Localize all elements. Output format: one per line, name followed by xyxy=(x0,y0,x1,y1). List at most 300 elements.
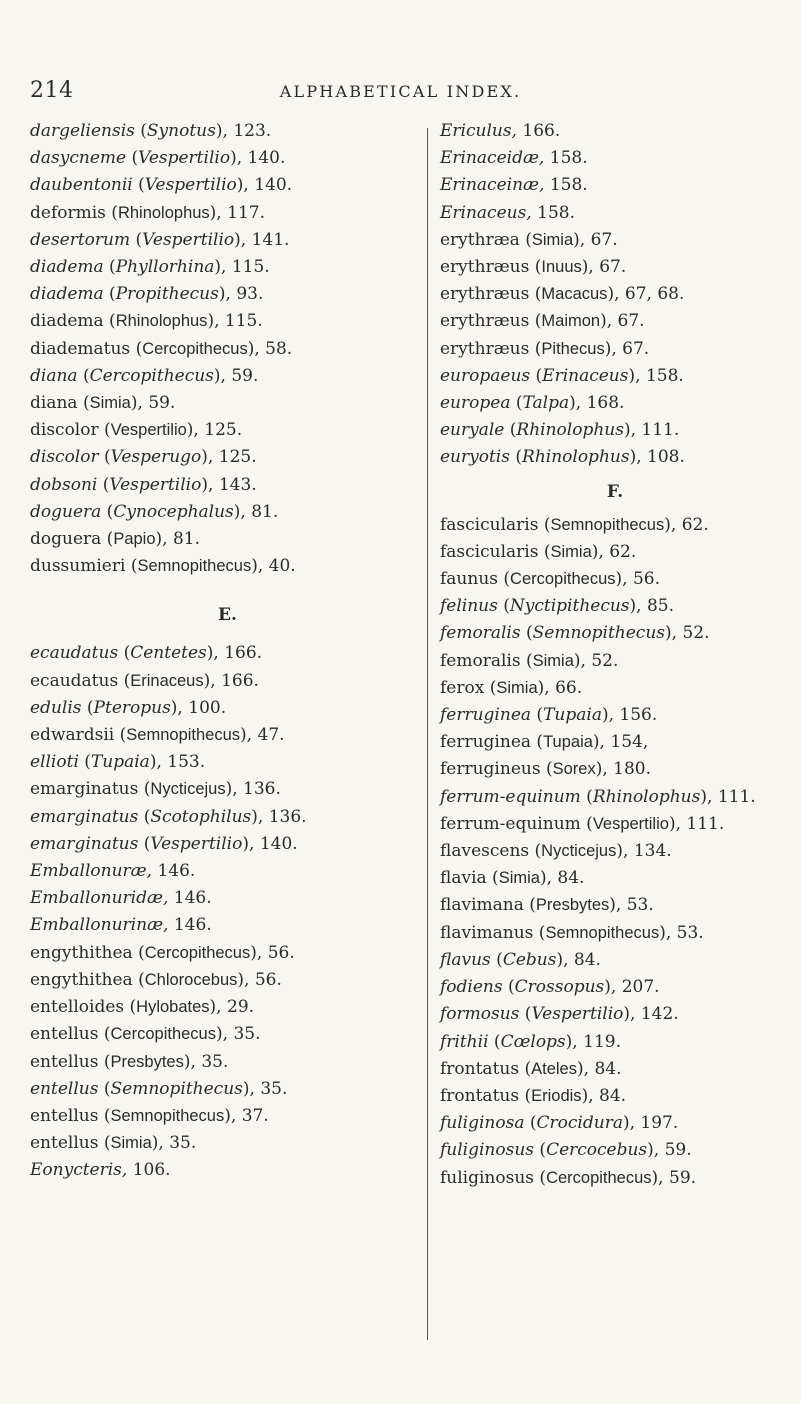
genus-name: Simia xyxy=(496,678,538,697)
species-name: flavia xyxy=(440,868,487,889)
page-reference: 111. xyxy=(717,786,756,807)
index-entry: flavia (Simia), 84. xyxy=(440,868,585,889)
species-name: flavus xyxy=(440,949,491,970)
page-reference: 146. xyxy=(157,861,196,882)
genus-name: Pithecus xyxy=(541,339,605,358)
species-name: engythithea xyxy=(30,969,133,990)
page-reference: 158. xyxy=(549,175,588,196)
page-reference: 85. xyxy=(646,596,675,617)
index-entry: frithii (Cœlops), 119. xyxy=(440,1031,621,1052)
index-entry: engythithea (Chlorocebus), 56. xyxy=(30,969,282,990)
genus-name: Scotophilus xyxy=(150,806,252,827)
species-name: fuliginosus xyxy=(440,1167,535,1188)
page-reference: 166. xyxy=(522,121,561,141)
species-name: europea xyxy=(440,393,511,414)
index-entry: flavimana (Presbytes), 53. xyxy=(440,895,654,916)
species-name: erythræus xyxy=(440,338,530,359)
page-reference: 35. xyxy=(260,1078,288,1099)
index-entry: europaeus (Erinaceus), 158. xyxy=(440,365,684,386)
page-reference: 35. xyxy=(169,1133,197,1154)
genus-name: Cercopithecus xyxy=(144,943,251,962)
species-name: discolor xyxy=(30,420,99,441)
species-name: dargeliensis xyxy=(30,121,135,141)
genus-name: Rhinolophus xyxy=(516,420,624,441)
species-name: dussumieri xyxy=(30,556,126,577)
species-name: ellioti xyxy=(30,752,79,773)
section-letter: F. xyxy=(606,481,624,502)
genus-name: Vespertilio xyxy=(110,421,187,440)
page-reference: 62. xyxy=(609,541,637,562)
index-column-right xyxy=(440,118,790,1192)
page-reference: 134. xyxy=(633,841,672,862)
page-reference: 52. xyxy=(682,623,710,644)
index-entry: dargeliensis (Synotus), 123. xyxy=(30,121,272,141)
page-reference: 53. xyxy=(676,922,704,943)
index-entry: desertorum (Vespertilio), 141. xyxy=(30,229,290,250)
species-name: ferox xyxy=(440,677,485,698)
index-entry: edwardsii (Semnopithecus), 47. xyxy=(30,725,285,746)
genus-name: Cercocebus xyxy=(546,1140,648,1161)
genus-name: Cercopithecus xyxy=(546,1168,652,1187)
page-reference: 140. xyxy=(247,148,286,169)
genus-name: Cynocephalus xyxy=(113,501,234,522)
index-entry: diana (Cercopithecus), 59. xyxy=(30,365,259,386)
species-name: frithii xyxy=(440,1031,489,1052)
genus-name: Semnopithecus xyxy=(110,1078,243,1099)
species-name: edwardsii xyxy=(30,725,115,746)
genus-name: Synotus xyxy=(146,121,216,141)
index-entry: doguera (Cynocephalus), 81. xyxy=(30,501,279,522)
page-reference: 56. xyxy=(254,969,282,990)
page-reference: 115. xyxy=(231,257,270,278)
species-name: engythithea xyxy=(30,942,133,963)
genus-name: Simia xyxy=(550,542,592,561)
species-name: fascicularis xyxy=(440,514,539,535)
index-entry: engythithea (Cercopithecus), 56. xyxy=(30,942,295,963)
genus-name: Tupaia xyxy=(543,705,602,726)
genus-name: Nyctipithecus xyxy=(509,596,630,617)
species-name: frontatus xyxy=(440,1058,520,1079)
species-name: erythræus xyxy=(440,257,530,278)
genus-name: Semnopithecus xyxy=(532,623,665,644)
genus-name: Vespertilio xyxy=(138,148,231,169)
species-name: Erinaceidæ, xyxy=(440,148,545,169)
species-name: erythræus xyxy=(440,311,530,332)
genus-name: Cercopithecus xyxy=(89,365,214,386)
index-entry: flavimanus (Semnopithecus), 53. xyxy=(440,922,704,943)
page-reference: 111. xyxy=(641,420,680,441)
species-name: entelloides xyxy=(30,997,125,1018)
index-entry: ferrugineus (Sorex), 180. xyxy=(440,759,652,780)
species-name: Emballonuræ, xyxy=(30,861,153,882)
genus-name: Cebus xyxy=(502,949,557,970)
page-number: 214 xyxy=(30,78,74,103)
species-name: ferrum-equinum xyxy=(440,786,581,807)
page-reference: 158. xyxy=(645,365,684,386)
genus-name: Nycticejus xyxy=(541,842,617,861)
species-name: deformis xyxy=(30,202,106,223)
page-reference: 67, 68. xyxy=(624,284,685,305)
page-reference: 37. xyxy=(241,1105,269,1126)
genus-name: Presbytes xyxy=(110,1052,184,1071)
page-reference: 59. xyxy=(148,393,176,414)
genus-name: Erinaceus xyxy=(130,671,204,690)
index-entry: diadematus (Cercopithecus), 58. xyxy=(30,338,293,359)
index-entry: erythræus (Macacus), 67, 68. xyxy=(440,284,685,305)
page-reference: 84. xyxy=(557,868,585,889)
index-entry: ferruginea (Tupaia), 156. xyxy=(440,705,658,726)
index-entry: diadema (Propithecus), 93. xyxy=(30,284,264,305)
species-name: faunus xyxy=(440,569,498,590)
page-reference: 111. xyxy=(686,813,725,834)
index-column-left xyxy=(30,118,425,1185)
genus-name: Cercopithecus xyxy=(142,339,248,358)
genus-name: Rhinolophus xyxy=(592,786,701,807)
index-entry: dasycneme (Vespertilio), 140. xyxy=(30,148,286,169)
genus-name: Propithecus xyxy=(115,284,219,305)
page-reference: 81. xyxy=(251,501,279,522)
index-entry: entelloides (Hylobates), 29. xyxy=(30,997,255,1018)
page-reference: 180. xyxy=(613,759,652,780)
index-entry: erythræus (Maimon), 67. xyxy=(440,311,645,332)
index-entry: discolor (Vesperugo), 125. xyxy=(30,447,257,468)
page-reference: 62. xyxy=(681,514,709,535)
genus-name: Cercopithecus xyxy=(110,1025,216,1044)
page-reference: 123. xyxy=(233,121,272,141)
genus-name: Maimon xyxy=(541,312,601,331)
species-name: erythræus xyxy=(440,284,530,305)
page-reference: 84. xyxy=(599,1085,627,1106)
species-name: entellus xyxy=(30,1051,99,1072)
page-reference: 35. xyxy=(233,1024,261,1045)
page-reference: 158. xyxy=(549,148,588,169)
index-entry: emarginatus (Nycticejus), 136. xyxy=(30,779,281,800)
genus-name: Vespertilio xyxy=(142,229,235,250)
index-entry: entellus (Semnopithecus), 37. xyxy=(30,1105,269,1126)
page-reference: 117. xyxy=(227,202,265,223)
page-reference: 143. xyxy=(218,474,257,495)
species-name: diadema xyxy=(30,311,104,332)
page-reference: 136. xyxy=(268,806,307,827)
genus-name: Semnopithecus xyxy=(126,726,241,745)
genus-name: Vespertilio xyxy=(109,474,202,495)
index-entry xyxy=(440,172,790,199)
index-entry: dussumieri (Semnopithecus), 40. xyxy=(30,556,296,577)
index-entry: ecaudatus (Centetes), 166. xyxy=(30,643,263,664)
page-reference: 156. xyxy=(619,705,658,726)
index-entry: flavus (Cebus), 84. xyxy=(440,949,601,970)
genus-name: Vespertilio xyxy=(150,833,243,854)
index-entry: emarginatus (Scotophilus), 136. xyxy=(30,806,307,827)
index-entry: ferruginea (Tupaia), 154, xyxy=(440,732,649,753)
page-reference: 40. xyxy=(268,556,296,577)
index-entry: fascicularis (Simia), 62. xyxy=(440,541,637,562)
genus-name: Simia xyxy=(110,1134,152,1153)
species-name: doguera xyxy=(30,501,102,522)
genus-name: Crossopus xyxy=(514,977,605,998)
index-entry xyxy=(30,912,425,939)
index-entry: doguera (Papio), 81. xyxy=(30,529,201,550)
page-reference: 47. xyxy=(257,725,285,746)
page-reference: 67. xyxy=(617,311,645,332)
index-entry: ferrum-equinum (Vespertilio), 111. xyxy=(440,813,725,834)
species-name: euryotis xyxy=(440,447,510,468)
species-name: Emballonurinæ, xyxy=(30,915,169,936)
page-reference: 67. xyxy=(590,229,618,250)
index-entry: diadema (Rhinolophus), 115. xyxy=(30,311,263,332)
genus-name: Phyllorhina xyxy=(115,257,215,278)
index-entry: flavescens (Nycticejus), 134. xyxy=(440,841,672,862)
page-reference: 66. xyxy=(555,677,583,698)
index-entry: daubentonii (Vespertilio), 140. xyxy=(30,175,293,196)
index-entry: erythræa (Simia), 67. xyxy=(440,229,618,250)
genus-name: Macacus xyxy=(541,285,608,304)
species-name: fascicularis xyxy=(440,541,539,562)
genus-name: Talpa xyxy=(522,393,570,414)
page-reference: 93. xyxy=(236,284,264,305)
species-name: fodiens xyxy=(440,977,503,998)
species-name: frontatus xyxy=(440,1085,520,1106)
species-name: ecaudatus xyxy=(30,670,119,691)
genus-name: Simia xyxy=(498,869,540,888)
page-reference: 141. xyxy=(251,229,290,250)
species-name: felinus xyxy=(440,596,498,617)
page-reference: 166. xyxy=(221,670,259,691)
genus-name: Tupaia xyxy=(543,733,593,752)
index-entry: ecaudatus (Erinaceus), 166. xyxy=(30,670,259,691)
index-entry: femoralis (Simia), 52. xyxy=(440,650,619,671)
species-name: discolor xyxy=(30,447,99,468)
index-entry: frontatus (Eriodis), 84. xyxy=(440,1085,627,1106)
species-name: entellus xyxy=(30,1133,99,1154)
species-name: femoralis xyxy=(440,623,521,644)
index-entry: erythræus (Inuus), 67. xyxy=(440,257,627,278)
genus-name: Rhinolophus xyxy=(522,447,630,468)
index-entry: deformis (Rhinolophus), 117. xyxy=(30,202,265,223)
species-name: daubentonii xyxy=(30,175,133,196)
section-letter: E. xyxy=(218,605,237,626)
species-name: femoralis xyxy=(440,650,521,671)
species-name: flavescens xyxy=(440,841,530,862)
genus-name: Crocidura xyxy=(536,1113,623,1134)
page-reference: 115. xyxy=(224,311,263,332)
index-entry: euryale (Rhinolophus), 111. xyxy=(440,420,680,441)
page-reference: 158. xyxy=(537,202,575,223)
page-reference: 140. xyxy=(259,833,298,854)
page-reference: 35. xyxy=(201,1051,229,1072)
index-entry xyxy=(30,858,425,885)
genus-name: Simia xyxy=(89,394,131,413)
species-name: Ericulus, xyxy=(440,121,517,141)
column-divider xyxy=(427,128,428,1340)
genus-name: Rhinolophus xyxy=(115,312,208,331)
index-entry: ferrum-equinum (Rhinolophus), 111. xyxy=(440,786,756,807)
species-name: doguera xyxy=(30,529,102,550)
species-name: fuliginosa xyxy=(440,1113,525,1134)
index-entry: europea (Talpa), 168. xyxy=(440,393,625,414)
species-name: dobsoni xyxy=(30,474,98,495)
species-name: diadematus xyxy=(30,338,131,359)
page-reference: 108. xyxy=(647,447,685,468)
index-entry: fuliginosa (Crocidura), 197. xyxy=(440,1113,679,1134)
species-name: flavimanus xyxy=(440,922,534,943)
page-reference: 59. xyxy=(664,1140,692,1161)
species-name: ferrugineus xyxy=(440,759,541,780)
genus-name: Semnopithecus xyxy=(110,1106,225,1125)
species-name: erythræa xyxy=(440,229,520,250)
species-name: formosus xyxy=(440,1004,520,1025)
page-reference: 140. xyxy=(254,175,293,196)
index-entry xyxy=(440,118,790,145)
page-reference: 84. xyxy=(573,949,601,970)
page-reference: 56. xyxy=(632,569,661,590)
species-name: fuliginosus xyxy=(440,1140,535,1161)
genus-name: Vespertilio xyxy=(592,814,669,833)
species-name: Erinaceus, xyxy=(440,202,532,223)
index-entry: entellus (Cercopithecus), 35. xyxy=(30,1024,261,1045)
index-entry xyxy=(440,145,790,172)
species-name: emarginatus xyxy=(30,833,139,854)
genus-name: Nycticejus xyxy=(150,780,226,799)
species-name: dasycneme xyxy=(30,148,127,169)
index-entry: fuliginosus (Cercocebus), 59. xyxy=(440,1140,692,1161)
page-reference: 146. xyxy=(173,915,212,936)
page-reference: 154, xyxy=(610,732,649,753)
page-reference: 53. xyxy=(626,895,654,916)
species-name: flavimana xyxy=(440,895,524,916)
page-reference: 84. xyxy=(594,1058,622,1079)
genus-name: Eriodis xyxy=(531,1086,582,1105)
genus-name: Ateles xyxy=(531,1059,577,1078)
index-entry: edulis (Pteropus), 100. xyxy=(30,697,227,718)
species-name: Eonycteris, xyxy=(30,1160,128,1181)
species-name: emarginatus xyxy=(30,779,139,800)
page-reference: 67. xyxy=(622,338,650,359)
page-reference: 207. xyxy=(621,977,660,998)
page-reference: 153. xyxy=(167,752,206,773)
index-entry: fuliginosus (Cercopithecus), 59. xyxy=(440,1167,697,1188)
genus-name: Semnopithecus xyxy=(545,923,660,942)
species-name: diadema xyxy=(30,257,104,278)
page-reference: 56. xyxy=(267,942,295,963)
genus-name: Inuus xyxy=(541,258,582,277)
species-name: Emballonuridæ, xyxy=(30,888,169,909)
genus-name: Hylobates xyxy=(136,998,210,1017)
species-name: ferruginea xyxy=(440,705,532,726)
species-name: Erinaceinæ, xyxy=(440,175,545,196)
species-name: ecaudatus xyxy=(30,643,119,664)
genus-name: Cercopithecus xyxy=(510,570,616,589)
index-entry xyxy=(30,1157,425,1184)
page-reference: 168. xyxy=(586,393,625,414)
index-entry: entellus (Presbytes), 35. xyxy=(30,1051,229,1072)
index-entry: diadema (Phyllorhina), 115. xyxy=(30,257,270,278)
species-name: edulis xyxy=(30,697,82,718)
species-name: euryale xyxy=(440,420,505,441)
genus-name: Chlorocebus xyxy=(144,970,238,989)
genus-name: Pteropus xyxy=(93,697,171,718)
species-name: diana xyxy=(30,393,78,414)
genus-name: Simia xyxy=(531,230,574,249)
genus-name: Papio xyxy=(113,530,156,549)
index-entry: fodiens (Crossopus), 207. xyxy=(440,977,660,998)
index-entry: diana (Simia), 59. xyxy=(30,393,176,414)
genus-name: Centetes xyxy=(130,643,207,664)
page-reference: 125. xyxy=(204,420,243,441)
species-name: emarginatus xyxy=(30,806,139,827)
genus-name: Simia xyxy=(532,651,574,670)
page-reference: 119. xyxy=(583,1031,621,1052)
page-reference: 29. xyxy=(227,997,255,1018)
running-title: ALPHABETICAL INDEX. xyxy=(279,82,522,101)
page-reference: 136. xyxy=(243,779,281,800)
page-reference: 81. xyxy=(172,529,201,550)
genus-name: Sorex xyxy=(552,760,596,779)
index-entry: dobsoni (Vespertilio), 143. xyxy=(30,474,257,495)
species-name: entellus xyxy=(30,1024,99,1045)
page-reference: 59. xyxy=(669,1167,697,1188)
page-reference: 166. xyxy=(224,643,263,664)
species-name: desertorum xyxy=(30,229,131,250)
index-entry: ellioti (Tupaia), 153. xyxy=(30,752,206,773)
species-name: diadema xyxy=(30,284,104,305)
species-name: entellus xyxy=(30,1078,99,1099)
index-entry: felinus (Nyctipithecus), 85. xyxy=(440,596,675,617)
genus-name: Semnopithecus xyxy=(137,557,252,576)
genus-name: Tupaia xyxy=(90,752,150,773)
species-name: ferrum-equinum xyxy=(440,813,581,834)
page-reference: 125. xyxy=(218,447,257,468)
index-entry: faunus (Cercopithecus), 56. xyxy=(440,569,661,590)
page-reference: 59. xyxy=(231,365,259,386)
species-name: diana xyxy=(30,365,78,386)
page-header xyxy=(0,68,801,108)
index-entry: emarginatus (Vespertilio), 140. xyxy=(30,833,298,854)
index-entry xyxy=(440,200,790,227)
page-reference: 142. xyxy=(640,1004,679,1025)
index-entry: femoralis (Semnopithecus), 52. xyxy=(440,623,710,644)
index-entry: erythræus (Pithecus), 67. xyxy=(440,338,650,359)
index-entry xyxy=(30,885,425,912)
genus-name: Cœlops xyxy=(500,1031,566,1052)
species-name: entellus xyxy=(30,1105,99,1126)
index-entry: formosus (Vespertilio), 142. xyxy=(440,1004,679,1025)
genus-name: Vespertilio xyxy=(531,1004,624,1025)
page-reference: 100. xyxy=(188,697,227,718)
genus-name: Vesperugo xyxy=(110,447,202,468)
species-name: europaeus xyxy=(440,365,531,386)
index-entry: frontatus (Ateles), 84. xyxy=(440,1058,622,1079)
index-entry: discolor (Vespertilio), 125. xyxy=(30,420,243,441)
index-entry: entellus (Semnopithecus), 35. xyxy=(30,1078,288,1099)
index-entry: entellus (Simia), 35. xyxy=(30,1133,197,1154)
index-entry: fascicularis (Semnopithecus), 62. xyxy=(440,514,709,535)
page-reference: 146. xyxy=(173,888,212,909)
genus-name: Rhinolophus xyxy=(117,203,210,222)
genus-name: Erinaceus xyxy=(542,365,629,386)
index-entry: ferox (Simia), 66. xyxy=(440,677,583,698)
page-reference: 197. xyxy=(640,1113,679,1134)
genus-name: Presbytes xyxy=(535,896,610,915)
genus-name: Vespertilio xyxy=(144,175,237,196)
page-reference: 106. xyxy=(132,1160,171,1181)
species-name: ferruginea xyxy=(440,732,532,753)
genus-name: Semnopithecus xyxy=(550,515,665,534)
page-reference: 52. xyxy=(591,650,619,671)
index-entry: euryotis (Rhinolophus), 108. xyxy=(440,447,685,468)
page-reference: 58. xyxy=(265,338,293,359)
page-reference: 67. xyxy=(599,257,627,278)
